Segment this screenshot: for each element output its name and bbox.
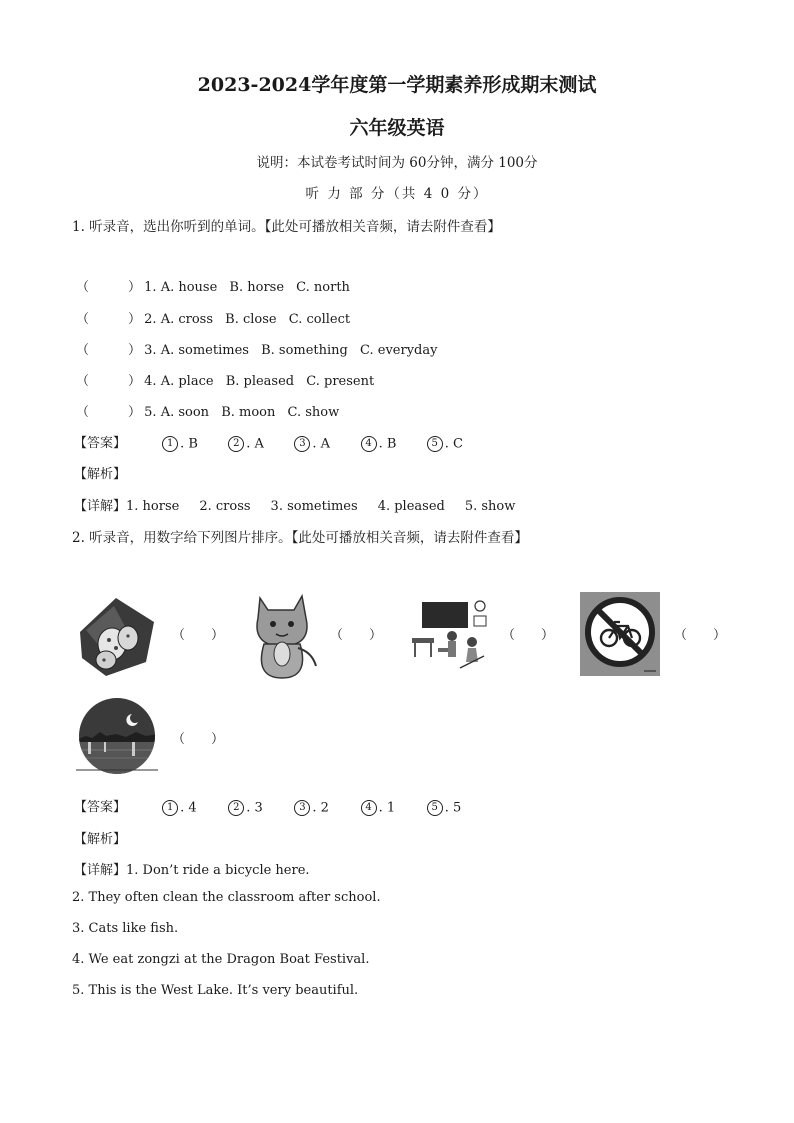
q1-prompt: 1. 听录音，选出你听到的单词。【此处可播放相关音频，请去附件查看】 [72,219,501,235]
item-number: 3. [144,343,157,358]
circled-number: 5 [427,800,443,816]
order-blank[interactable]: （ ） [172,732,225,747]
answer-value: . 2 [312,800,329,815]
circled-number: 3 [294,436,310,452]
detail-tag: 【详解】 [74,499,127,514]
answer-value: . B [180,436,198,451]
detail-item: 1. horse [126,499,180,514]
no-bicycle-sign-picture [580,592,660,676]
answer-blank[interactable]: （ ） [76,374,142,389]
option-b: B. pleased [225,374,295,389]
exam-title: 2023-2024学年度第一学期素养形成期末测试 [197,74,597,96]
order-blank[interactable]: （ ） [502,628,555,643]
detail-item: 4. We eat zongzi at the Dragon Boat Festival. [72,952,370,967]
answer-tag: 【答案】 [74,800,127,815]
q1-item [76,308,358,327]
item-number: 5. [144,405,157,420]
item-number: 1. [144,280,157,295]
q2-answer-row [74,796,489,816]
section-heading: 听 力 部 分（共 4 0 分） [305,186,489,202]
q2-prompt: 2. 听录音，用数字给下列图片排序。【此处可播放相关音频，请去附件查看】 [72,530,528,546]
detail-item: 2. cross [199,499,251,514]
detail-tag: 【详解】 [74,863,127,878]
option-c: C. north [296,280,350,295]
answer-value: . B [378,436,397,451]
answer-blank[interactable]: （ ） [76,280,142,295]
order-blank[interactable]: （ ） [330,628,383,643]
answer-tag: 【答案】 [74,436,127,451]
option-a: A. place [160,374,214,389]
option-a: A. soon [160,405,210,420]
circled-number: 1 [162,800,178,816]
q1-item [76,370,382,389]
q1-detail-row [74,495,535,514]
detail-item: 5. This is the West Lake. It’s very beautiful. [72,983,359,998]
option-c: C. everyday [360,343,438,358]
option-c: C. show [287,405,340,420]
exam-subtitle: 六年级英语 [349,117,445,139]
answer-value: . C [444,436,463,451]
classroom-cleaning-picture [408,598,492,670]
answer-value: . 1 [378,800,396,815]
circled-number: 3 [294,800,310,816]
option-a: A. cross [160,312,214,327]
item-number: 2. [144,312,157,327]
detail-item: 5. show [464,499,516,514]
exam-note: 说明：本试卷考试时间为 60分钟，满分 100分 [256,155,538,171]
answer-blank[interactable]: （ ） [76,405,142,420]
circled-number: 2 [228,436,244,452]
answer-value: . A [312,436,331,451]
answer-value: . 3 [246,800,263,815]
analysis-tag: 【解析】 [74,467,127,482]
option-c: C. present [306,374,375,389]
option-a: A. house [160,280,218,295]
order-blank[interactable]: （ ） [674,628,727,643]
zongzi-picture [76,592,158,678]
detail-item: 3. sometimes [270,499,358,514]
option-b: B. moon [221,405,276,420]
detail-item: 2. They often clean the classroom after school. [72,890,381,905]
option-a: A. sometimes [160,343,249,358]
circled-number: 5 [427,436,443,452]
option-b: B. horse [229,280,285,295]
detail-item: 4. pleased [377,499,445,514]
option-c: C. collect [288,312,351,327]
q1-item [76,276,358,295]
analysis-tag: 【解析】 [74,832,127,847]
west-lake-night-picture [76,696,158,776]
answer-blank[interactable]: （ ） [76,343,142,358]
circled-number: 4 [361,436,377,452]
cat-fish-picture [246,588,318,682]
answer-value: . A [246,436,264,451]
answer-value: . 5 [444,800,462,815]
item-number: 4. [144,374,157,389]
option-b: B. something [261,343,348,358]
detail-item: 3. Cats like fish. [72,921,179,936]
circled-number: 2 [228,800,244,816]
answer-blank[interactable]: （ ） [76,312,142,327]
answer-value: . 4 [180,800,197,815]
detail-item: 1. Don’t ride a bicycle here. [126,863,310,878]
circled-number: 1 [162,436,178,452]
q1-answer-row [74,432,489,452]
q2-detail-first [74,859,310,878]
circled-number: 4 [361,800,377,816]
order-blank[interactable]: （ ） [172,628,225,643]
q1-item [76,401,347,420]
q1-item [76,339,445,358]
option-b: B. close [225,312,277,327]
